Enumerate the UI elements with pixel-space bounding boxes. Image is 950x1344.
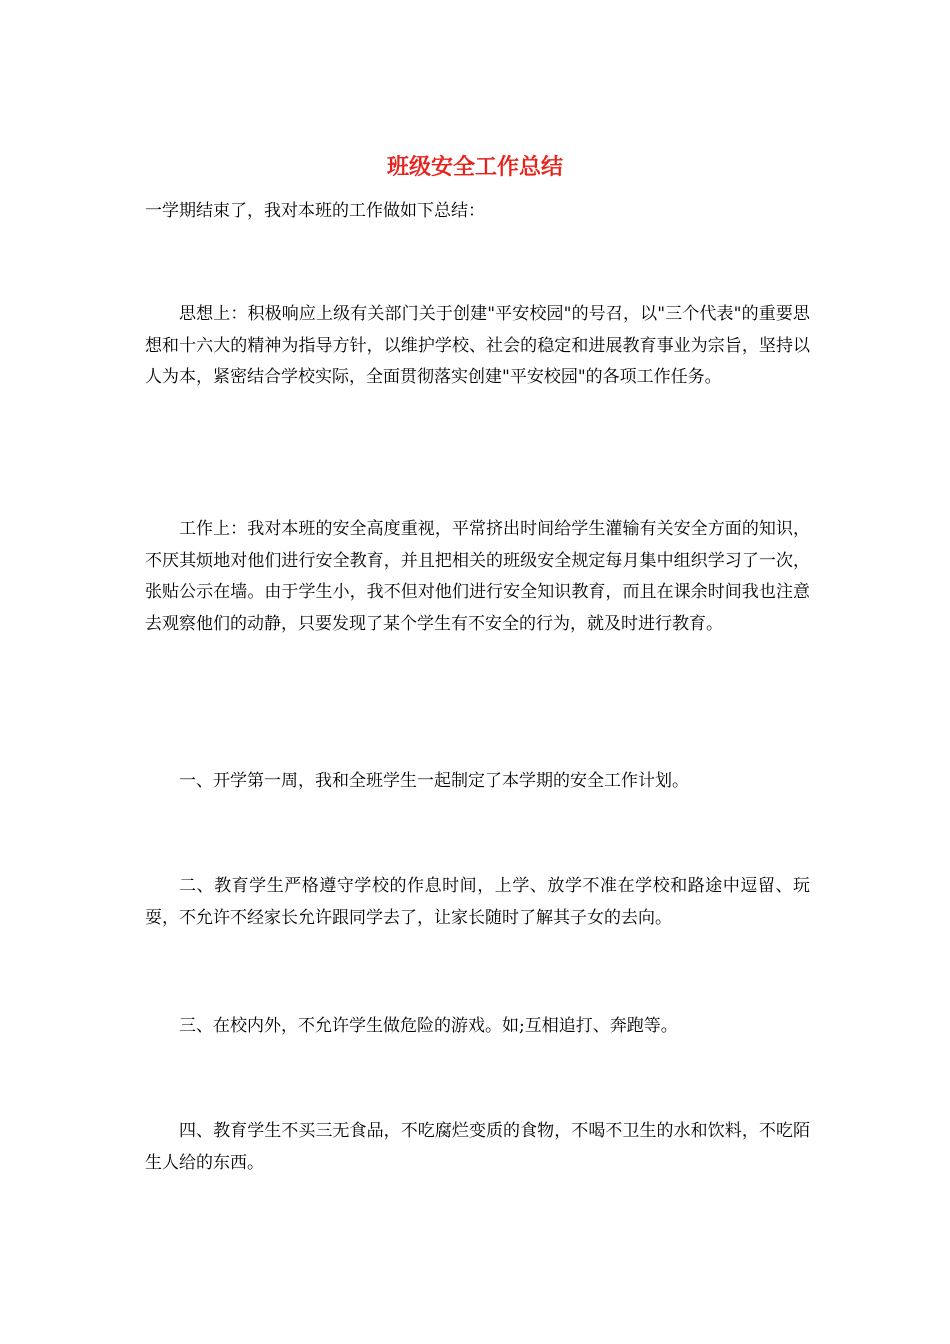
intro-paragraph: 一学期结束了，我对本班的工作做如下总结：: [145, 201, 485, 221]
item-three-paragraph: 三、在校内外，不允许学生做危险的游戏。如;互相追打、奔跑等。: [179, 1016, 678, 1036]
item-two-paragraph: 二、教育学生严格遵守学校的作息时间，上学、放学不准在学校和路途中逗留、玩耍，不允许不经家长允许跟同学去了，让家长随时了解其子女的去向。: [145, 876, 810, 928]
document-title: 班级安全工作总结: [386, 154, 563, 180]
thought-paragraph: 思想上：积极响应上级有关部门关于创建"平安校园"的号召，以"三个代表"的重要思想和十六大的精神为指导方针，以维护学校、社会的稳定和进展教育事业为宗旨，坚持以人为本，紧密结合学校实际，全面贯彻落实创建"平安校园"的各项工作任务。: [145, 304, 810, 387]
work-paragraph: 工作上：我对本班的安全高度重视，平常挤出时间给学生灌输有关安全方面的知识，不厌其烦地对他们进行安全教育，并且把相关的班级安全规定每月集中组织学习了一次，张贴公示在墙。由于学生小，我不但对他们进行安全知识教育，而且在课余时间我也注意去观察他们的动静，只要发现了某个学生有不安全的行为，就及时进行教育。: [145, 519, 810, 634]
item-one-paragraph: 一、开学第一周，我和全班学生一起制定了本学期的安全工作计划。: [179, 771, 689, 791]
item-four-paragraph: 四、教育学生不买三无食品，不吃腐烂变质的食物，不喝不卫生的水和饮料，不吃陌生人给的东西。: [145, 1121, 810, 1173]
